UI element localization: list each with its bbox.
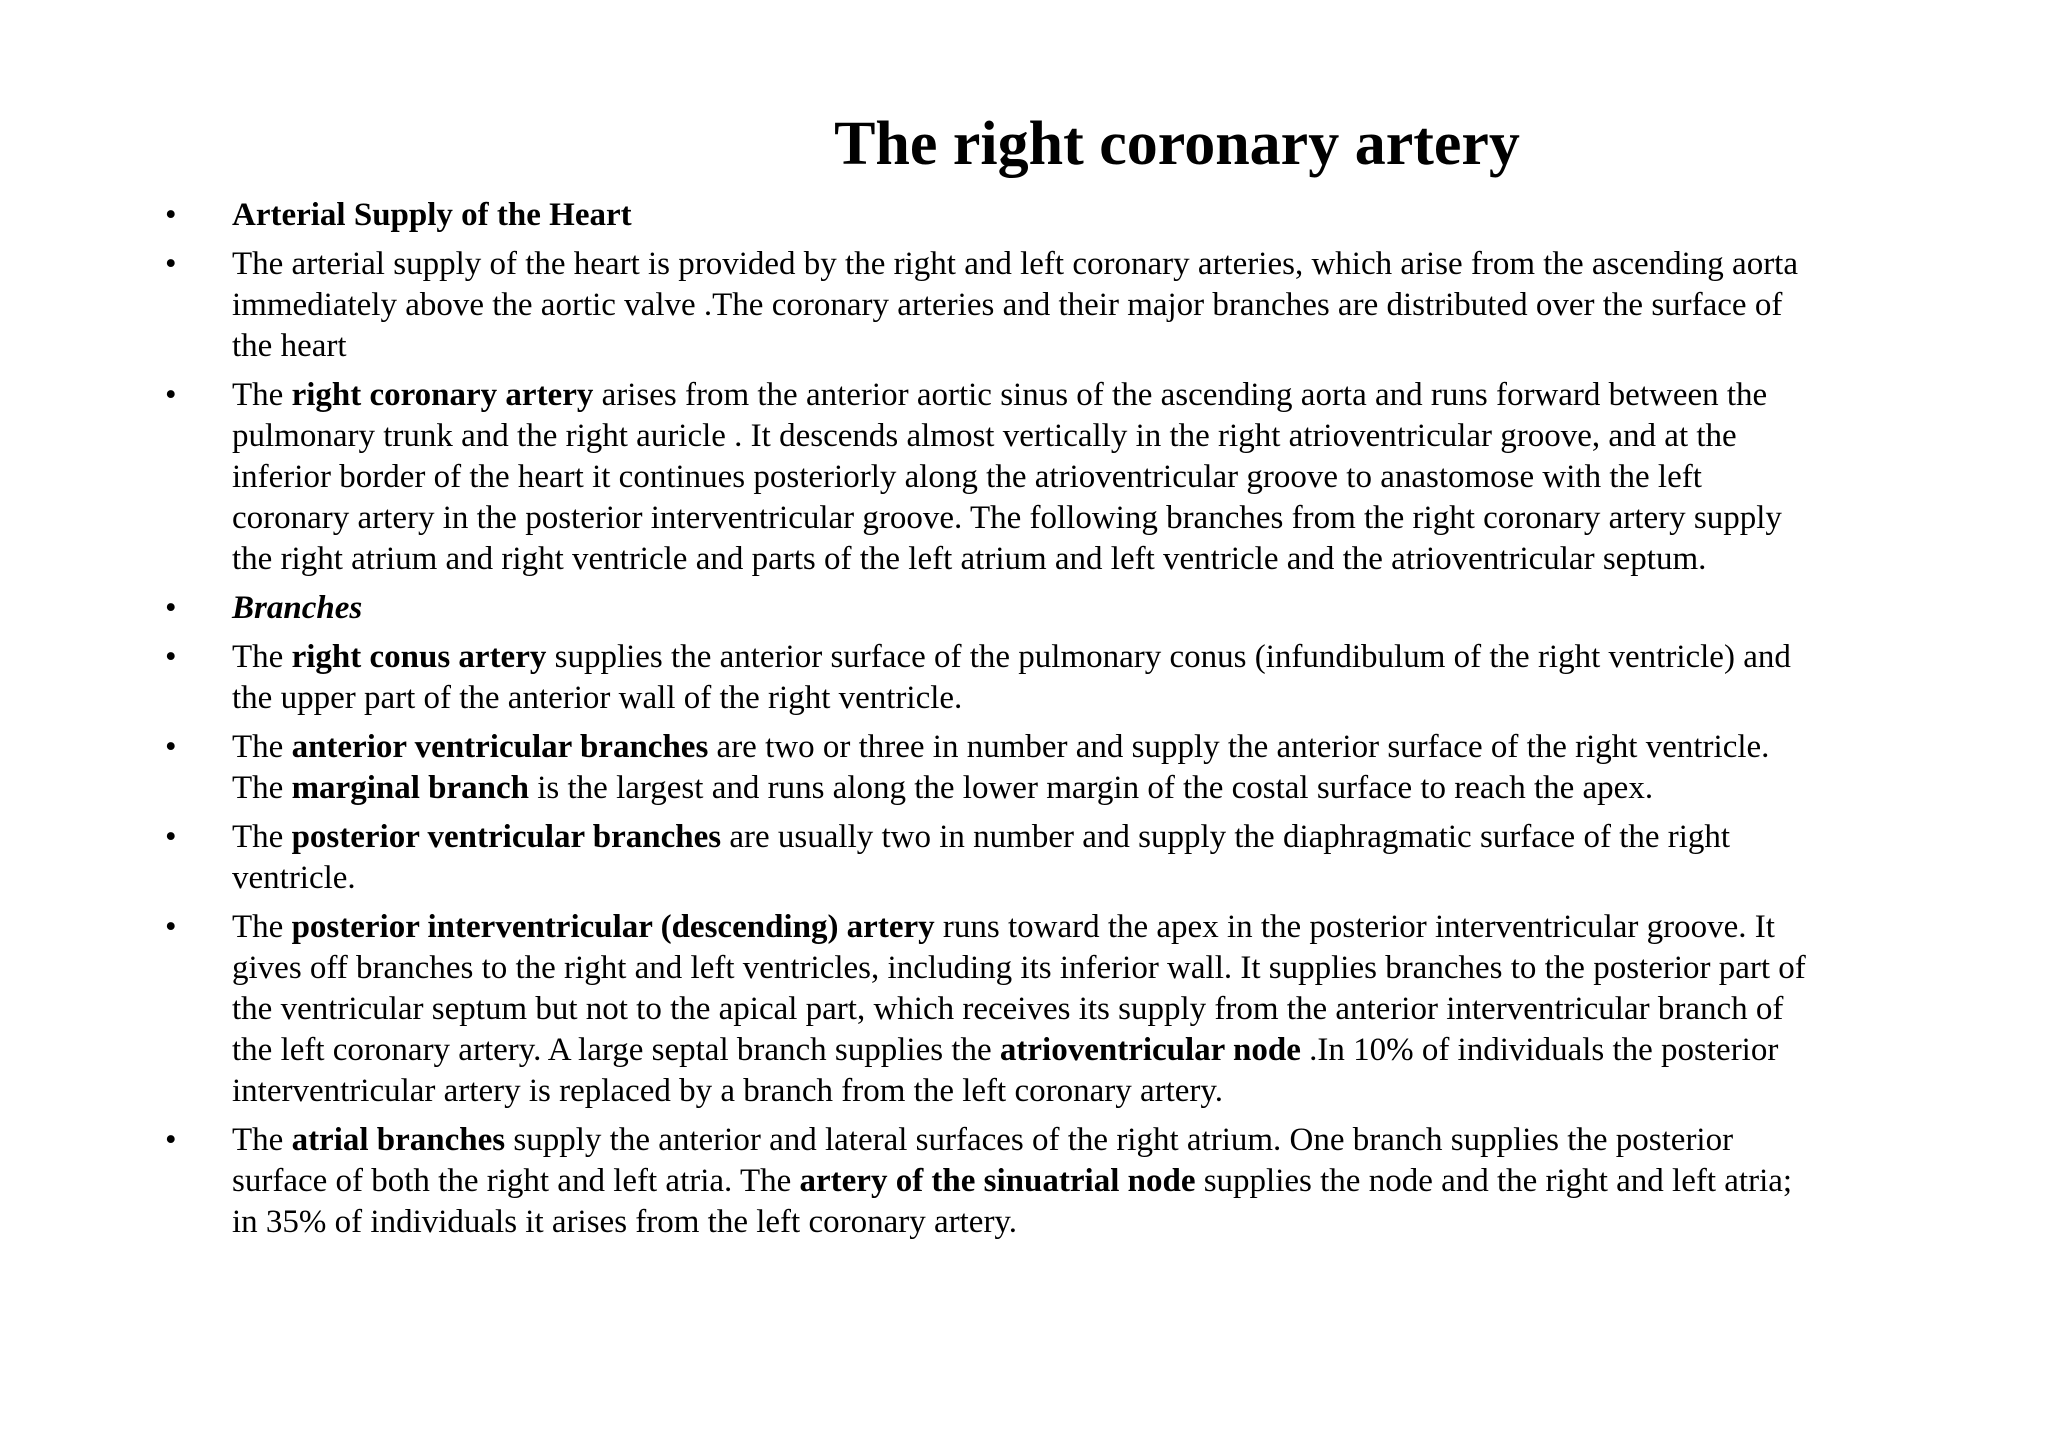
item-text: The <box>232 1122 292 1158</box>
item-text: arises from the anterior aortic sinus of the ascending aorta and runs forward between the pulmonary trunk and the right auricle . It descends almost vertically in the right atrioventricular groove, and at the inferior border of the heart it continues posteriorly along the atrioventricular groove to anastomose with the left coronary artery in the posterior interventricular groove. The following branches from the right coronary artery supply the right atrium and right ventricle and parts of the left atrium and left ventricle and the atrioventricular septum. <box>232 377 1782 577</box>
item-text: The <box>232 377 292 413</box>
bullet-list <box>165 195 1825 1251</box>
term-marginal-branch: marginal branch <box>291 770 529 806</box>
page-title: The right coronary artery <box>834 110 1520 178</box>
bullet-icon: • <box>165 377 177 413</box>
list-item <box>165 375 1825 580</box>
item-text: The arterial supply of the heart is provided by the right and left coronary arteries, which arise from the ascending aorta immediately above the aortic valve .The coronary arteries and their major branches are distributed over the surface of the heart <box>232 246 1799 364</box>
item-text: runs toward the apex in the posterior interventricular groove. It gives off branches to the right and left ventricles, including its inferior wall. It supplies branches to the posterior part of the ventricular septum but not to the apical part, which receives its supply from the anterior interventricular branch of the left coronary artery. A large septal branch supplies the <box>232 909 1806 1068</box>
item-text: supply the anterior and lateral surfaces of the right atrium. One branch supplies the posterior surface of both the right and left atria. The <box>232 1122 1734 1199</box>
bullet-icon: • <box>165 729 177 765</box>
item-text: The <box>232 639 292 675</box>
bullet-icon: • <box>165 909 177 945</box>
bullet-icon: • <box>165 819 177 855</box>
list-item <box>165 817 1825 899</box>
term-artery-of-sinuatrial-node: artery of the sinuatrial node <box>799 1163 1196 1199</box>
term-posterior-ventricular-branches: posterior ventricular branches <box>291 819 722 855</box>
list-item <box>165 1120 1825 1243</box>
bullet-icon: • <box>165 1122 177 1158</box>
term-atrial-branches: atrial branches <box>291 1122 506 1158</box>
list-item <box>165 195 1825 236</box>
list-item <box>165 907 1825 1112</box>
term-atrioventricular-node: atrioventricular node <box>999 1032 1301 1068</box>
item-text: are usually two in number and supply the diaphragmatic surface of the right ventricle. <box>232 819 1731 896</box>
bullet-icon: • <box>165 590 177 626</box>
item-text: The <box>232 909 292 945</box>
term-right-coronary-artery: right coronary artery <box>291 377 594 413</box>
item-text: are two or three in number and supply the anterior surface of the right ventricle. The <box>232 729 1770 806</box>
section-heading: Branches <box>232 590 363 626</box>
item-text: supplies the node and the right and left atria; in 35% of individuals it arises from the left coronary artery. <box>232 1163 1793 1240</box>
list-item <box>165 727 1825 809</box>
bullet-icon: • <box>165 639 177 675</box>
term-right-conus-artery: right conus artery <box>291 639 547 675</box>
list-item <box>165 637 1825 719</box>
bullet-icon: • <box>165 246 177 282</box>
term-anterior-ventricular-branches: anterior ventricular branches <box>291 729 709 765</box>
term-posterior-interventricular-artery: posterior interventricular (descending) artery <box>291 909 935 945</box>
item-text: The <box>232 819 292 855</box>
item-text: The <box>232 729 292 765</box>
item-text: supplies the anterior surface of the pulmonary conus (infundibulum of the right ventricle) and the upper part of the anterior wall of the right ventricle. <box>232 639 1791 716</box>
item-text: is the largest and runs along the lower margin of the costal surface to reach the apex. <box>529 770 1654 806</box>
list-item <box>165 588 1825 629</box>
section-heading: Arterial Supply of the Heart <box>232 197 632 233</box>
list-item <box>165 244 1825 367</box>
bullet-icon: • <box>165 197 177 233</box>
item-text: .In 10% of individuals the posterior interventricular artery is replaced by a branch from the left coronary artery. <box>232 1032 1779 1109</box>
